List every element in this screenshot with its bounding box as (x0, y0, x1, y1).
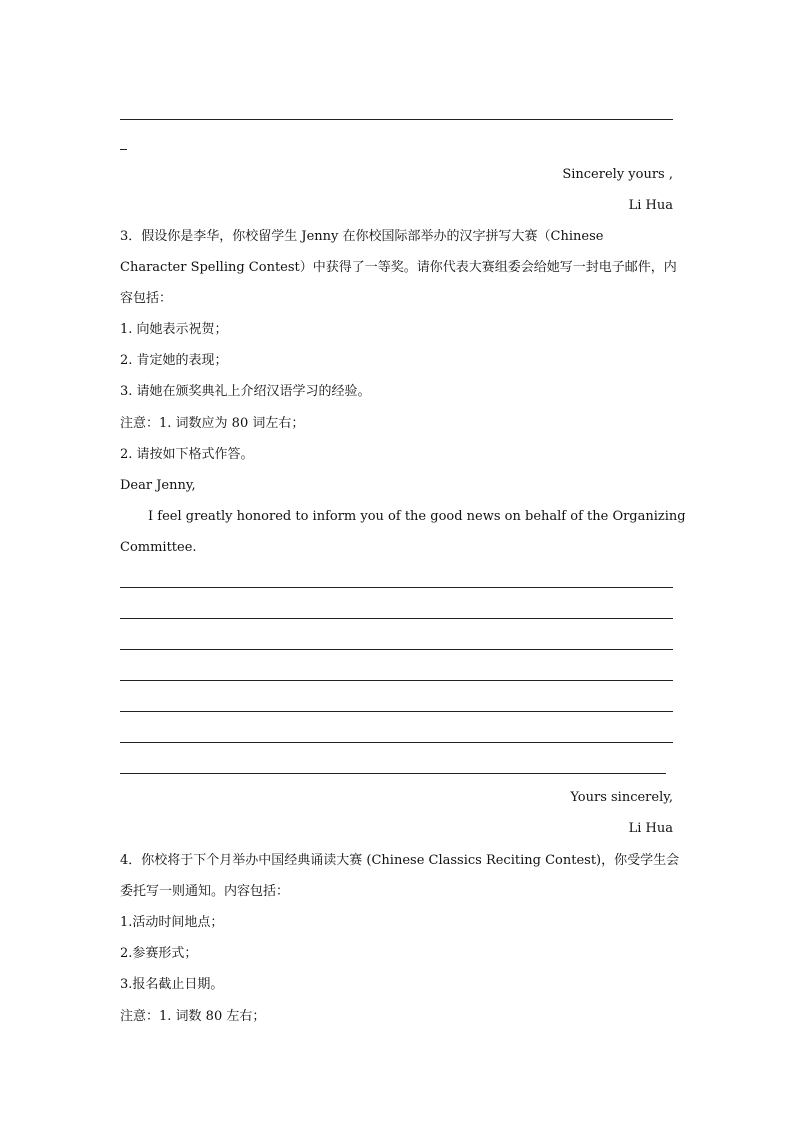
answer-line (120, 711, 673, 712)
q4-note-1: 注意：1. 词数 80 左右； (120, 1009, 266, 1024)
answer-line (120, 587, 673, 588)
q4-prompt-line-2: 委托写一则通知。内容包括： (120, 884, 290, 899)
q3-opening-line-2: Committee. (120, 540, 197, 555)
q3-closing: Yours sincerely, (570, 790, 673, 805)
signature: Li Hua (628, 198, 673, 213)
answer-line (120, 680, 673, 681)
q4-item-2: 2.参赛形式； (120, 946, 198, 961)
q3-item-2: 2. 肯定她的表现； (120, 353, 228, 368)
underscore-mark (120, 149, 127, 150)
q3-item-3: 3. 请她在颁奖典礼上介绍汉语学习的经验。 (120, 384, 371, 399)
q3-salutation: Dear Jenny, (120, 478, 196, 493)
q3-item-1: 1. 向她表示祝贺； (120, 322, 228, 337)
q4-prompt-line-1: 4．你校将于下个月举办中国经典诵读大赛 (Chinese Classics Reciting Contest)，你受学生会 (120, 853, 680, 868)
q3-prompt-line-2: Character Spelling Contest）中获得了一等奖。请你代表大赛组委会给她写一封电子邮件，内 (120, 260, 677, 275)
answer-line (120, 618, 673, 619)
answer-line (120, 649, 673, 650)
q4-item-1: 1.活动时间地点； (120, 915, 224, 930)
q3-note-2: 2. 请按如下格式作答。 (120, 447, 254, 462)
q3-prompt-line-3: 容包括： (120, 291, 173, 306)
answer-line (120, 119, 673, 120)
answer-line (120, 742, 673, 743)
closing: Sincerely yours , (562, 167, 673, 182)
q3-signature: Li Hua (628, 821, 673, 836)
answer-line (120, 773, 666, 774)
q3-opening-line-1: I feel greatly honored to inform you of the good news on behalf of the Organizing (148, 509, 686, 524)
q3-prompt-line-1: 3．假设你是李华，你校留学生 Jenny 在你校国际部举办的汉字拼写大赛（Chinese (120, 229, 604, 244)
q4-item-3: 3.报名截止日期。 (120, 977, 224, 992)
q3-note-1: 注意：1. 词数应为 80 词左右； (120, 416, 305, 431)
